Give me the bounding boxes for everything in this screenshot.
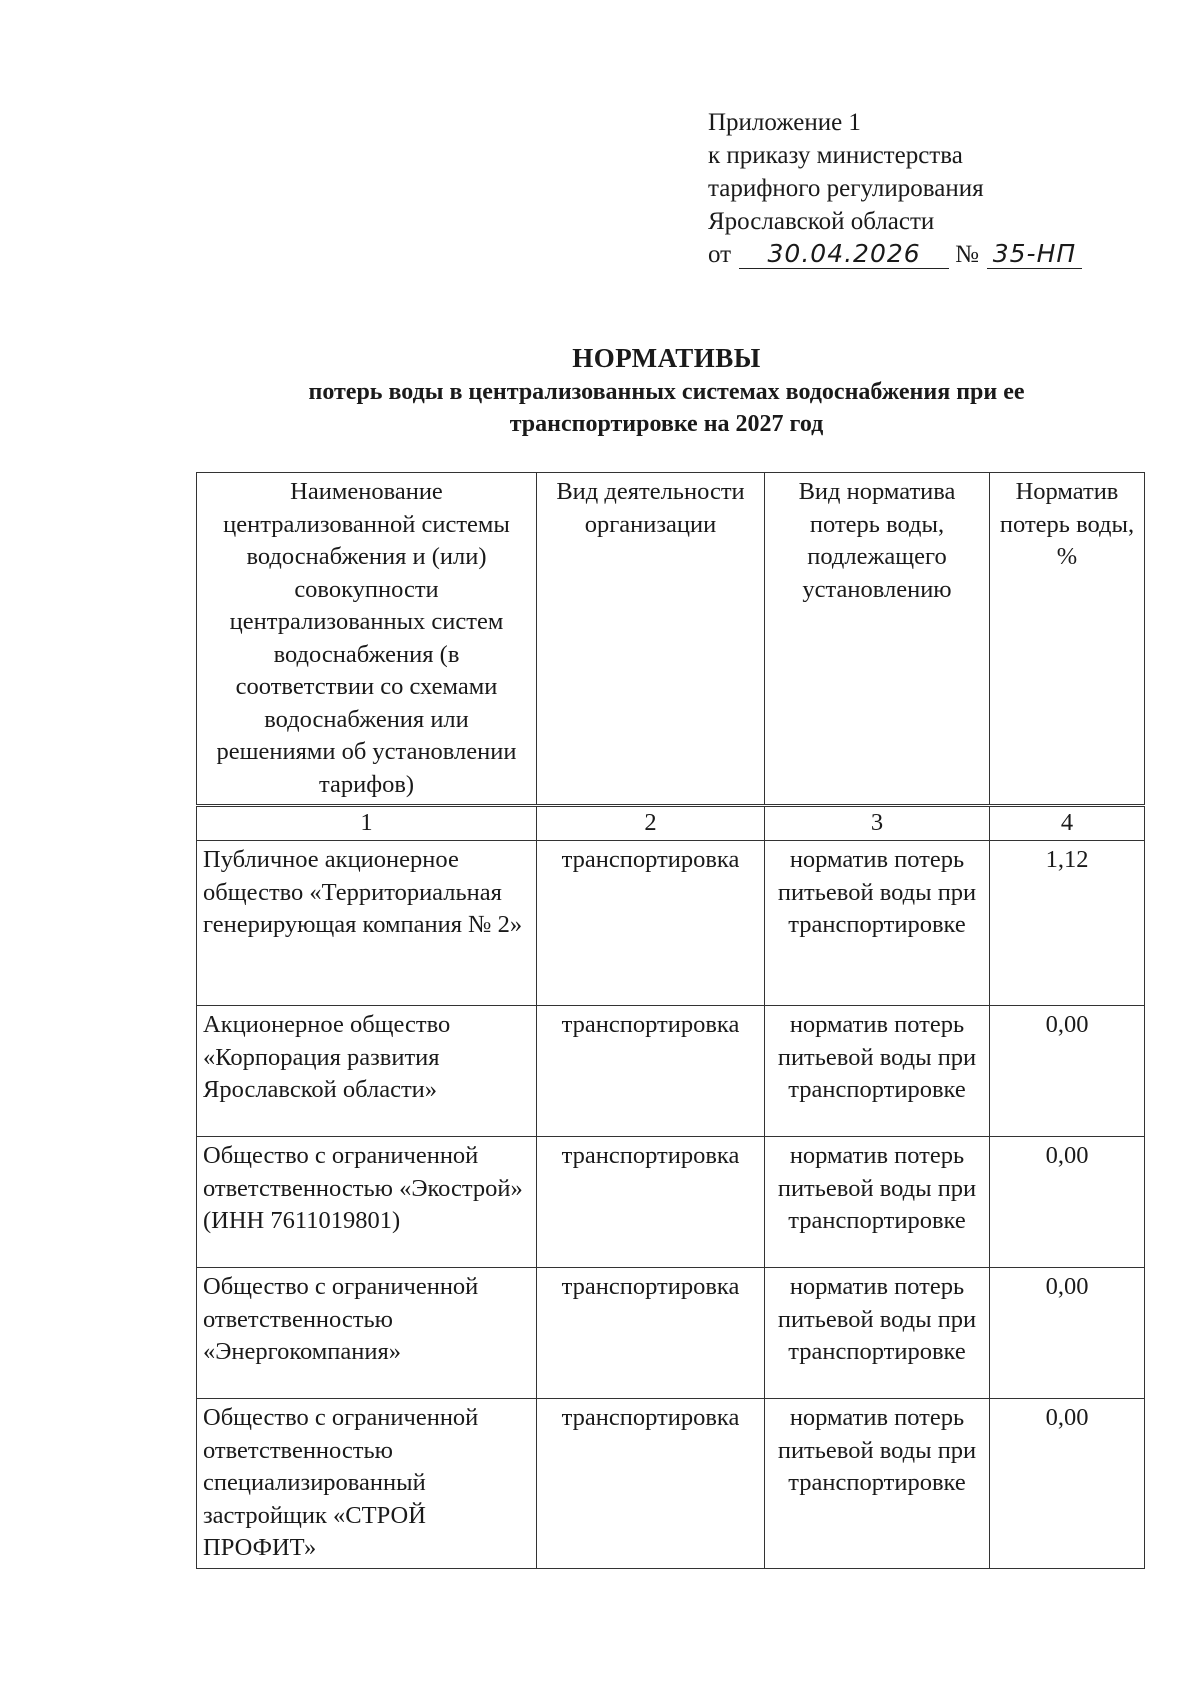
cell-activity: транспортировка (537, 1137, 765, 1268)
cell-organization-name: Общество с ограниченной ответственностью «Экострой» (ИНН 7611019801) (197, 1137, 537, 1268)
number-label: № (955, 241, 979, 268)
handwritten-date: 30.04.2026 (739, 240, 949, 269)
appendix-date-number-row (708, 238, 1148, 271)
header-norm-value: Норматив потерь воды, % (990, 473, 1145, 806)
column-number: 1 (197, 806, 537, 841)
cell-norm-type: норматив потерь питьевой воды при транспортировке (765, 841, 990, 1006)
table-row (197, 841, 1145, 1006)
appendix-line-4: Ярославской области (708, 208, 935, 235)
cell-activity: транспортировка (537, 841, 765, 1006)
table-header-row (197, 473, 1145, 806)
column-number: 4 (990, 806, 1145, 841)
column-number: 2 (537, 806, 765, 841)
header-activity: Вид деятельности организации (537, 473, 765, 806)
table-row (197, 1399, 1145, 1569)
appendix-line-3: тарифного регулирования (708, 175, 984, 202)
table-row (197, 1006, 1145, 1137)
cell-activity: транспортировка (537, 1268, 765, 1399)
cell-norm-value: 0,00 (990, 1268, 1145, 1399)
cell-organization-name: Акционерное общество «Корпорация развития Ярославской области» (197, 1006, 537, 1137)
appendix-line-1: Приложение 1 (708, 109, 861, 136)
cell-norm-value: 0,00 (990, 1137, 1145, 1268)
cell-norm-value: 0,00 (990, 1006, 1145, 1137)
header-norm-type: Вид норматива потерь воды, подлежащего установлению (765, 473, 990, 806)
cell-activity: транспортировка (537, 1399, 765, 1569)
appendix-line-2: к приказу министерства (708, 142, 963, 169)
cell-norm-type: норматив потерь питьевой воды при транспортировке (765, 1137, 990, 1268)
header-system-name: Наименование централизованной системы водоснабжения и (или) совокупности централизованных систем водоснабжения (в соответствии со схемами водоснабжения или решениями об установлении тарифов) (197, 473, 537, 806)
cell-norm-type: норматив потерь питьевой воды при транспортировке (765, 1006, 990, 1137)
column-number: 3 (765, 806, 990, 841)
cell-organization-name: Общество с ограниченной ответственностью специализированный застройщик «СТРОЙ ПРОФИТ» (197, 1399, 537, 1569)
cell-organization-name: Публичное акционерное общество «Территориальная генерирующая компания № 2» (197, 841, 537, 1006)
cell-organization-name: Общество с ограниченной ответственностью «Энергокомпания» (197, 1268, 537, 1399)
norms-table (196, 472, 1145, 1569)
appendix-header (708, 106, 1148, 271)
document-title-block (0, 340, 1200, 440)
from-label: от (708, 241, 732, 268)
handwritten-number: 35-НП (987, 240, 1082, 269)
cell-activity: транспортировка (537, 1006, 765, 1137)
cell-norm-value: 1,12 (990, 841, 1145, 1006)
document-subtitle-line-2: транспортировке на 2027 год (509, 411, 824, 437)
cell-norm-value: 0,00 (990, 1399, 1145, 1569)
document-subtitle-line-1: потерь воды в централизованных системах водоснабжения при ее (308, 379, 1025, 405)
cell-norm-type: норматив потерь питьевой воды при транспортировке (765, 1399, 990, 1569)
table-row (197, 1137, 1145, 1268)
document-title: НОРМАТИВЫ (572, 343, 761, 373)
table-row (197, 1268, 1145, 1399)
column-number-row (197, 806, 1145, 841)
cell-norm-type: норматив потерь питьевой воды при транспортировке (765, 1268, 990, 1399)
